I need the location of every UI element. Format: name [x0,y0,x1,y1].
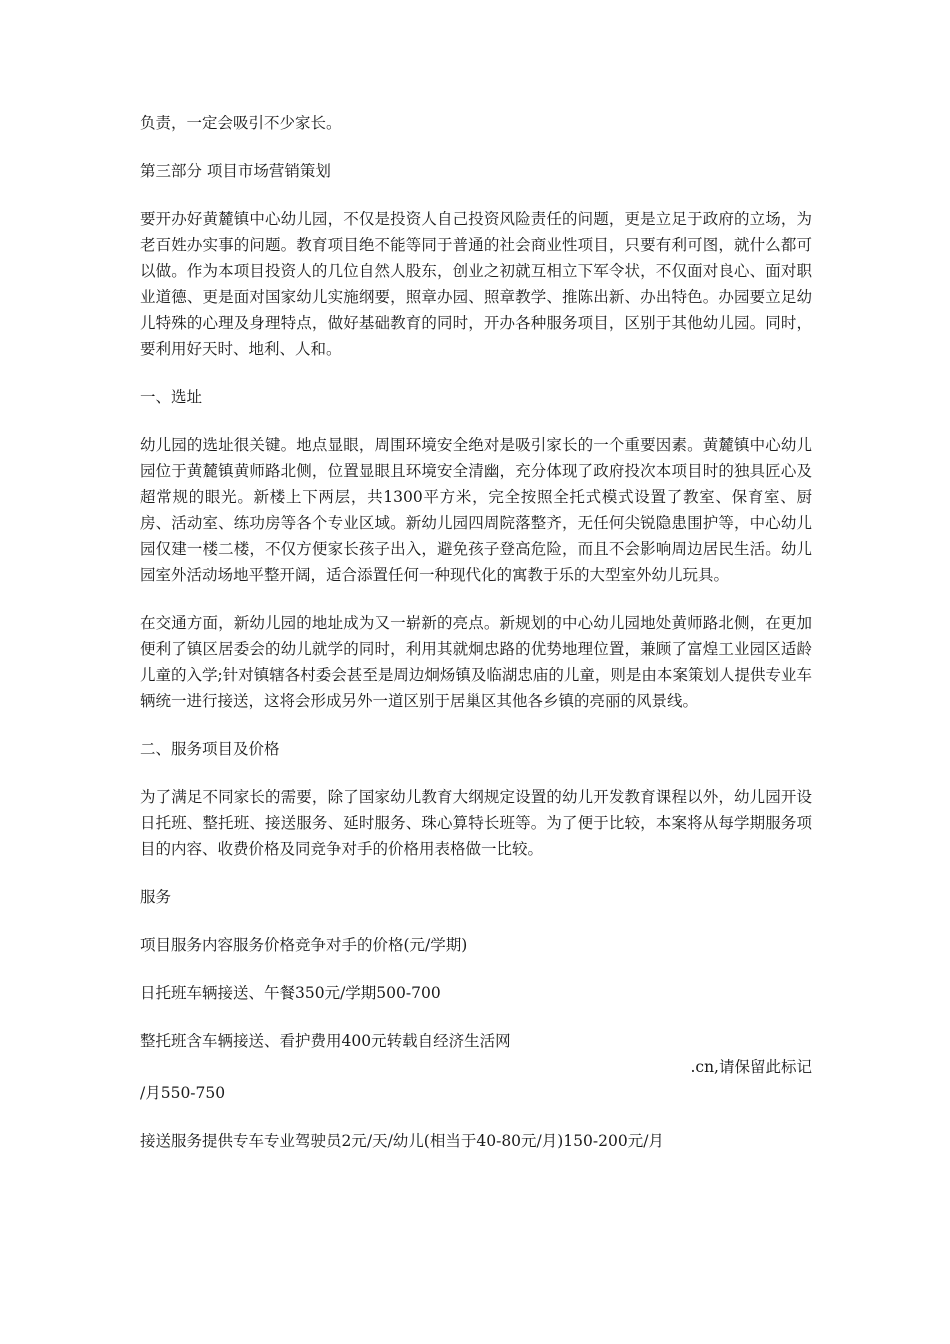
table-header-line: 项目服务内容服务价格竞争对手的价格(元/学期) [140,936,468,954]
section-heading-part3: 第三部分 项目市场营销策划 [140,162,331,180]
section-heading-service: 二、服务项目及价格 [140,740,280,758]
table-row-full-care-line2: .cn,请保留此标记 [690,1058,812,1076]
document-body [140,110,812,1154]
paragraph-service-label: 服务 [140,888,172,906]
table-row-full-care-line3: /月550-750 [140,1084,226,1102]
section-heading-site: 一、选址 [140,388,203,406]
table-row-full-care-line1: 整托班含车辆接送、看护费用400元转载自经济生活网 [140,1032,511,1050]
table-row-full-care [140,1028,812,1106]
paragraph-intro-tail: 负责，一定会吸引不少家长。 [140,114,342,132]
table-row-day-care: 日托班车辆接送、午餐350元/学期500-700 [140,984,441,1002]
paragraph-service-intro: 为了满足不同家长的需要，除了国家幼儿教育大纲规定设置的幼儿开发教育课程以外，幼儿园开设日托班、整托班、接送服务、延时服务、珠心算特长班等。为了便于比较，本案将从每学期服务项目的内容、收费价格及同竞争对手的价格用表格做一比较。 [140,788,812,858]
paragraph-site-selection: 幼儿园的选址很关键。地点显眼，周围环境安全绝对是吸引家长的一个重要因素。黄麓镇中心幼儿园位于黄麓镇黄师路北侧，位置显眼且环境安全清幽，充分体现了政府投次本项目时的独具匠心及超常规的眼光。新楼上下两层，共1300平方米，完全按照全托式模式设置了教室、保育室、厨房、活动室、练功房等各个专业区域。新幼儿园四周院落整齐，无任何尖锐隐患围护等，中心幼儿园仅建一楼二楼，不仅方便家长孩子出入，避免孩子登高危险，而且不会影响周边居民生活。幼儿园室外活动场地平整开阔，适合添置任何一种现代化的寓教于乐的大型室外幼儿玩具。 [140,436,812,584]
paragraph-marketing-plan: 要开办好黄麓镇中心幼儿园，不仅是投资人自己投资风险责任的问题，更是立足于政府的立场，为老百姓办实事的问题。教育项目绝不能等同于普通的社会商业性项目，只要有利可图，就什么都可以做。作为本项目投资人的几位自然人股东，创业之初就互相立下军令状，不仅面对良心、面对职业道德、更是面对国家幼儿实施纲要，照章办园、照章教学、推陈出新、办出特色。办园要立足幼儿特殊的心理及身理特点，做好基础教育的同时，开办各种服务项目，区别于其他幼儿园。同时，要利用好天时、地利、人和。 [140,210,812,358]
paragraph-traffic: 在交通方面，新幼儿园的地址成为又一崭新的亮点。新规划的中心幼儿园地处黄师路北侧，在更加便利了镇区居委会的幼儿就学的同时，利用其就炯忠路的优势地理位置，兼顾了富煌工业园区适龄儿童的入学;针对镇辖各村委会甚至是周边炯炀镇及临湖忠庙的儿童，则是由本案策划人提供专业车辆统一进行接送，这将会形成另外一道区别于居巢区其他各乡镇的亮丽的风景线。 [140,614,812,710]
table-row-pickup: 接送服务提供专车专业驾驶员2元/天/幼儿(相当于40-80元/月)150-200元/月 [140,1132,664,1150]
